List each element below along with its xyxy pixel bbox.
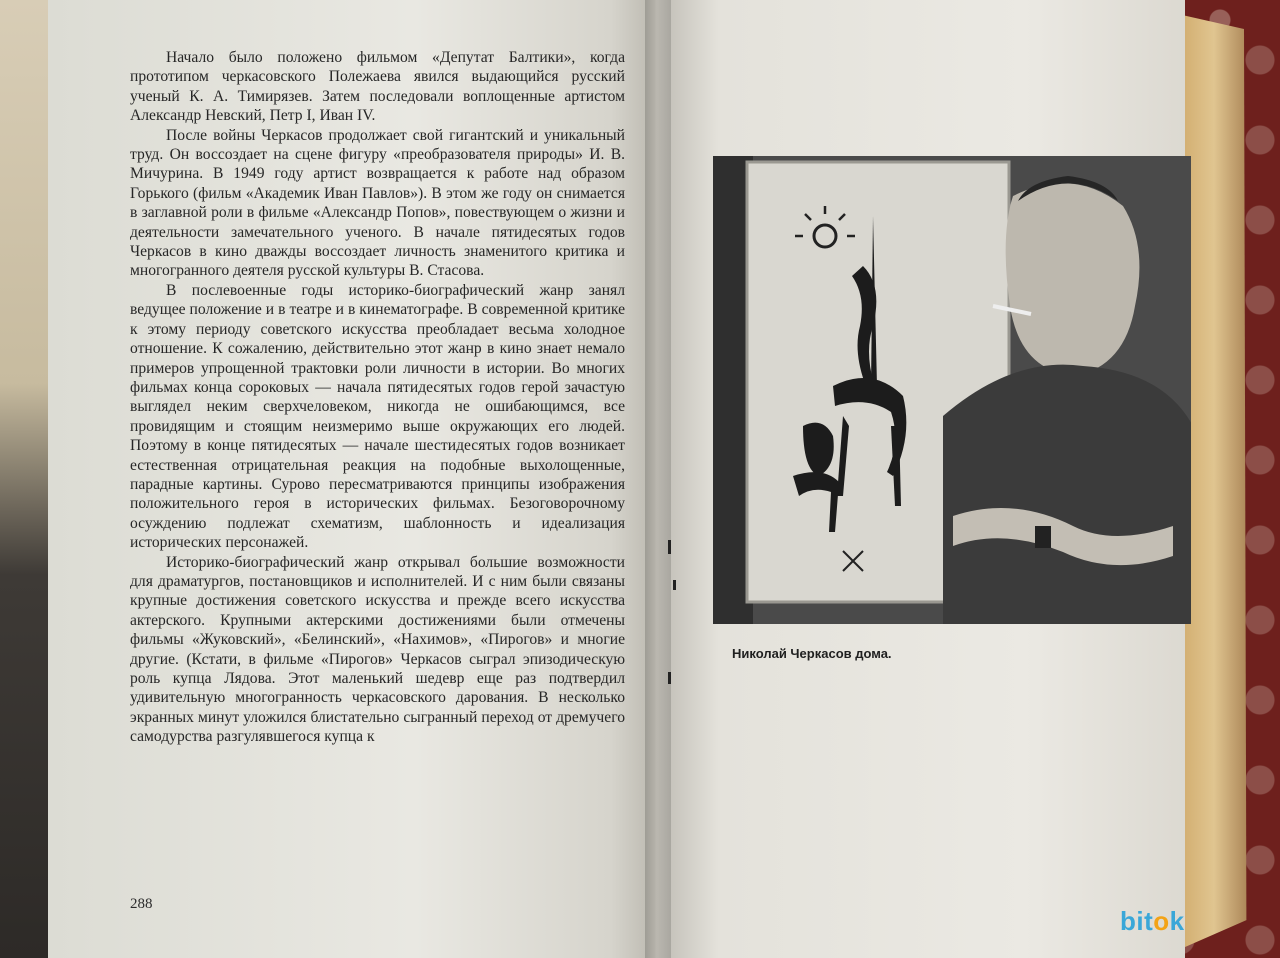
print-mark <box>668 540 671 554</box>
paragraph: После войны Черкасов продолжает свой гигантский и уникальный труд. Он воссоздает на сцене фигуру «преобразователя природы» И. В. Мичурина. В 1949 году артист возвращается к работе над образом Горького (фильм «Академик Иван Павлов»). В этом же году он снимается в заглавной роли в фильме «Александр Попов», повествующем о жизни и деятельности замечательного ученого. В начале пятидесятых годов Черкасов в кино дважды воссоздает личность знаменитого критика и многогранного деятеля русской культуры В. Стасова. <box>130 126 625 280</box>
paragraph: Начало было положено фильмом «Депутат Балтики», когда прототипом черкасовского Полежаева явился выдающийся русский ученый К. А. Тимирязев. Затем последовали воплощенные артистом Александр Невский, Петр I, Иван IV. <box>130 49 625 125</box>
logo-text-o: o <box>1153 906 1170 936</box>
page-number: 288 <box>130 896 153 912</box>
paragraph: В послевоенные годы историко-биографический жанр занял ведущее положение и в театре и в кинематографе. В современной критике к этому периоду советского искусства преобладает весьма холодное отношение. К сожалению, действительно этот жанр в кино знает немало примеров упрощенной трактовки роли личности в истории. Во многих фильмах конца сороковых — начала пятидесятых годов герой зачастую выглядел неким сверхчеловеком, никогда не ошибающимся, все провидящим и стоящим неизмеримо выше окружающих его людей. Поэтому в конце пятидесятых — начале шестидесятых годов возникает естественная отрицательная реакция на подобные выхолощенные, парадные картины. Сурово пересматриваются принципы изображения положительного героя в исторических фильмах. Безоговорочному осуждению подлежат схематизм, шаблонность и идеализация исторических персонажей. <box>130 281 625 552</box>
paragraph: Историко-биографический жанр открывал большие возможности для драматургов, постановщиков и исполнителей. И с ним были связаны крупные достижения советского искусства и прежде всего искусства актерского. Крупными актерскими достижениями были отмечены фильмы «Жуковский», «Белинский», «Нахимов», «Пирогов» и многие другие. (Кстати, в фильме «Пирогов» Черкасов сыграл эпизодическую роль купца Лядова. Этот маленький шедевр еще раз подтвердил удивительную многогранность черкасовского дарования. В несколько экранных минут уложился блистательно сыгранный переход от дремучего самодурства разгулявшегося купца к <box>130 553 625 746</box>
left-page-text <box>130 48 625 747</box>
portrait-illustration <box>713 156 1191 624</box>
portrait-photo <box>713 156 1191 624</box>
photo-caption: Николай Черкасов дома. <box>732 646 892 661</box>
logo-text-end: k <box>1169 906 1185 936</box>
book-gutter <box>645 0 671 958</box>
print-mark <box>673 580 676 590</box>
site-logo <box>1120 906 1185 937</box>
print-mark <box>668 672 671 684</box>
logo-text-start: bit <box>1120 906 1154 936</box>
